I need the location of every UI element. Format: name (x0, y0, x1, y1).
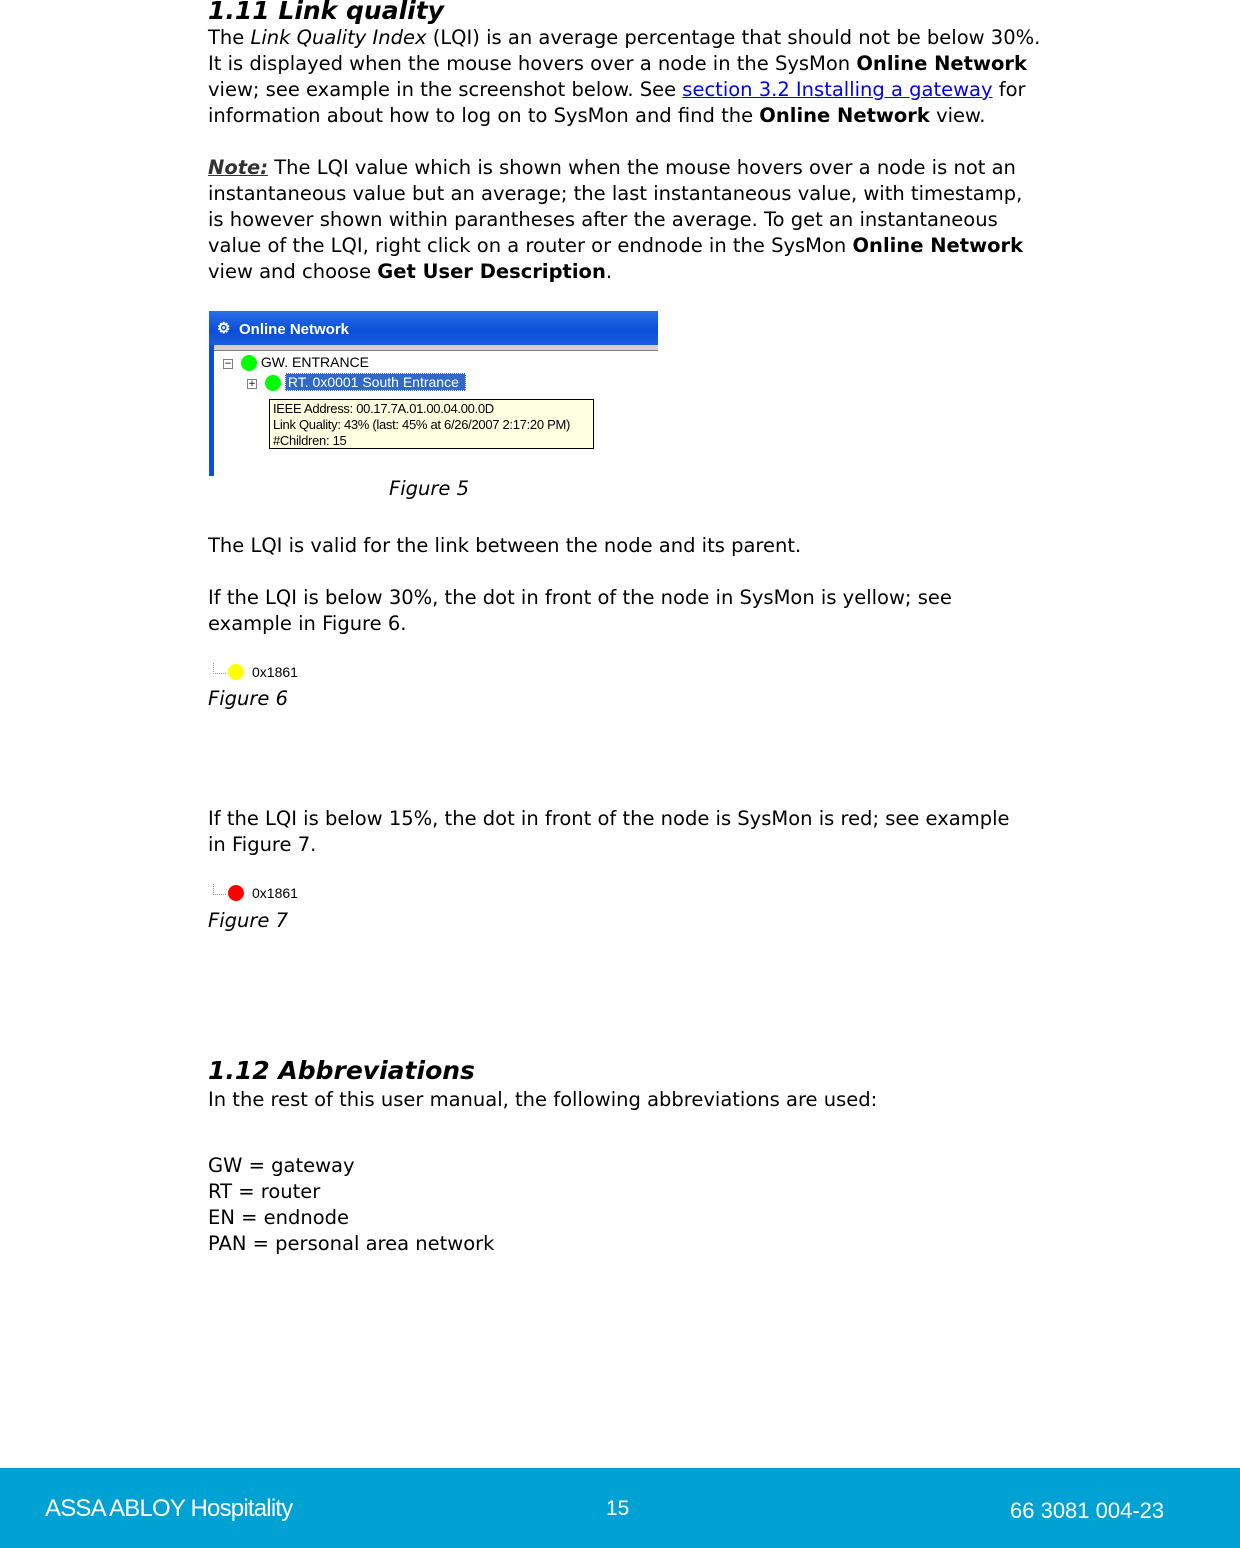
node-label: 0x1861 (252, 664, 298, 680)
lqi-intro-paragraph (208, 25, 1040, 129)
text-segment: The LQI is valid for the link between the node and its parent. (208, 534, 802, 557)
text-segment: example in Figure 6. (208, 612, 407, 635)
node-label: 0x1861 (252, 885, 298, 901)
tree-node-router[interactable] (265, 373, 466, 391)
text-line (208, 832, 1010, 858)
text-segment: for (992, 78, 1026, 101)
collapse-icon[interactable]: − (224, 359, 232, 369)
status-dot-yellow (228, 664, 244, 680)
section-heading-link-quality: 1.11 Link quality (208, 0, 444, 25)
page-footer (0, 1468, 1240, 1548)
text-segment: view. (929, 104, 986, 127)
text-segment: Link Quality Index (250, 26, 427, 49)
text-line (208, 806, 1010, 832)
router-label: RT. 0x0001 South Entrance (285, 373, 466, 391)
status-dot-green (241, 355, 257, 371)
text-line (208, 155, 1023, 181)
text-segment: In the rest of this user manual, the following abbreviations are used: (208, 1088, 878, 1111)
text-segment: . (605, 260, 613, 283)
text-segment: in Figure 7. (208, 833, 317, 856)
text-segment: information about how to log on to SysMon and find the (208, 104, 760, 127)
tooltip-children: #Children: 15 (273, 433, 347, 448)
text-line (208, 1231, 494, 1257)
tree-node-gateway[interactable] (241, 353, 369, 371)
document-number: 66 3081 004-23 (1010, 1498, 1165, 1523)
page-number: 15 (606, 1497, 630, 1520)
footer-brand: ASSA ABLOY Hospitality (45, 1495, 293, 1522)
text-segment: Online Network (759, 104, 930, 127)
section-heading-abbreviations: 1.12 Abbreviations (208, 1056, 475, 1085)
text-segment: Note: (208, 156, 269, 179)
text-segment: If the LQI is below 30%, the dot in front of the node in SysMon is yellow; see (208, 586, 952, 609)
text-line (208, 233, 1023, 259)
text-line (208, 533, 801, 559)
section-link[interactable]: section 3.2 Installing a gateway (682, 78, 993, 101)
text-line (208, 1153, 494, 1179)
lqi-note-paragraph (208, 155, 1023, 285)
text-segment: The LQI value which is shown when the mouse hovers over a node is not an (268, 156, 1016, 179)
text-line (208, 77, 1040, 103)
text-segment: (LQI) is an average percentage that should not be below 30%. (426, 26, 1041, 49)
text-segment: view; see example in the screenshot below. See (208, 78, 683, 101)
abbreviations-intro (208, 1087, 877, 1113)
text-line (208, 25, 1040, 51)
figure-6-caption: Figure 6 (208, 687, 288, 710)
abbreviations-list (208, 1153, 494, 1257)
text-line (208, 51, 1040, 77)
text-line (208, 1179, 494, 1205)
gateway-label: GW. ENTRANCE (260, 354, 370, 370)
red-dot-paragraph (208, 806, 1010, 858)
lqi-valid-paragraph (208, 533, 801, 559)
text-segment: PAN = personal area network (208, 1232, 495, 1255)
status-dot-red (228, 885, 244, 901)
text-segment: instantaneous value but an average; the last instantaneous value, with timestamp, (208, 182, 1023, 205)
text-segment: RT = router (208, 1180, 321, 1203)
text-line (208, 1205, 494, 1231)
node-tooltip (269, 399, 594, 449)
window-title: Online Network (239, 321, 350, 338)
text-segment: GW = gateway (208, 1154, 355, 1177)
text-segment: The (208, 26, 251, 49)
text-segment: Online Network (852, 234, 1024, 257)
text-segment: If the LQI is below 15%, the dot in front of the node is SysMon is red; see example (208, 807, 1010, 830)
text-line (208, 611, 952, 637)
yellow-dot-paragraph (208, 585, 952, 637)
text-segment: Online Network (856, 52, 1027, 75)
text-line (208, 585, 952, 611)
text-segment: value of the LQI, right click on a router or endnode in the SysMon (208, 234, 853, 257)
text-segment: view and choose (208, 260, 378, 283)
text-segment: It is displayed when the mouse hovers over a node in the SysMon (208, 52, 857, 75)
tooltip-link-quality: Link Quality: 43% (last: 45% at 6/26/2007 2:17:20 PM) (273, 417, 571, 432)
text-segment: Get User Description (377, 260, 606, 283)
text-line (208, 181, 1023, 207)
text-line (208, 1087, 877, 1113)
status-dot-green (265, 375, 281, 391)
text-line (208, 259, 1023, 285)
text-line (208, 103, 1040, 129)
window-titlebar (209, 311, 658, 345)
online-network-screenshot (209, 311, 658, 476)
text-line (208, 207, 1023, 233)
text-segment: is however shown within parantheses after the average. To get an instantaneous (208, 208, 998, 231)
expand-icon[interactable]: + (248, 379, 256, 389)
tooltip-ieee-address: IEEE Address: 00.17.7A.01.00.04.00.0D (273, 401, 494, 416)
figure-5-caption: Figure 5 (389, 477, 469, 500)
network-icon: ⚙ (217, 320, 231, 337)
text-segment: EN = endnode (208, 1206, 350, 1229)
figure-7-caption: Figure 7 (208, 909, 288, 932)
